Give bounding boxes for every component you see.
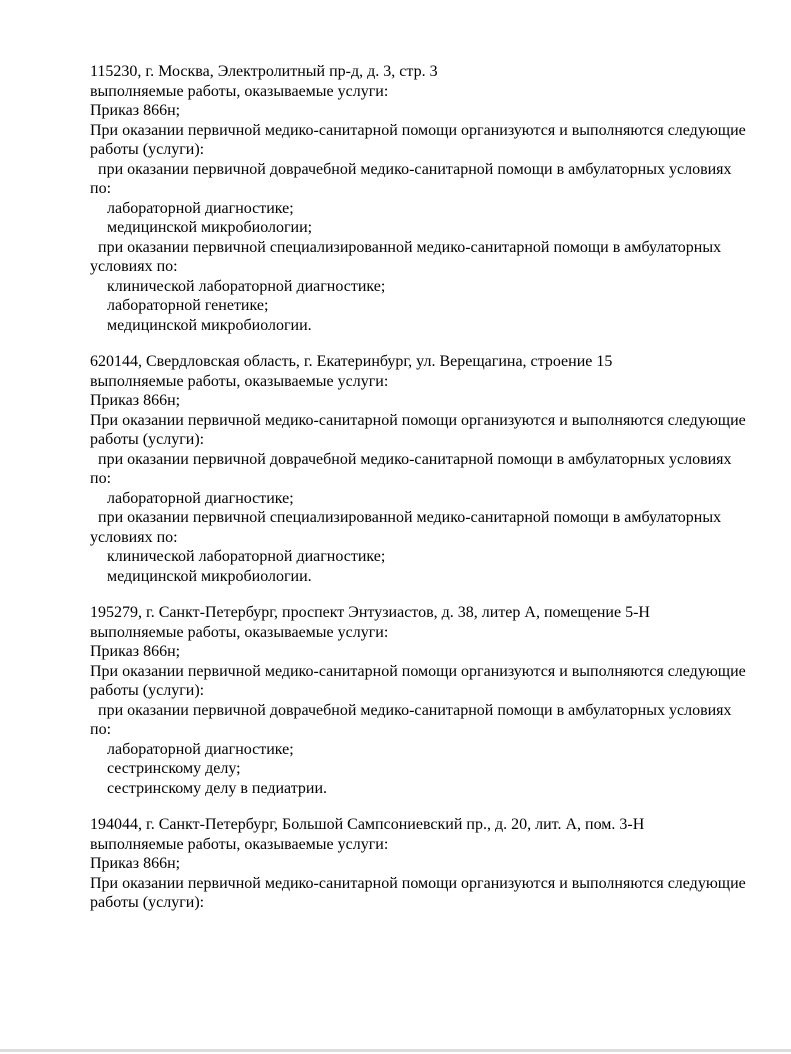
address-line: 195279, г. Санкт-Петербург, проспект Энтузиастов, д. 38, литер А, помещение 5-Н bbox=[90, 604, 650, 621]
text-line: условиях по: bbox=[90, 528, 178, 546]
document-body bbox=[90, 62, 770, 930]
address-line: 194044, г. Санкт-Петербург, Большой Сампсониевский пр., д. 20, лит. А, пом. 3-Н bbox=[90, 816, 645, 833]
text-line: по: bbox=[90, 470, 112, 487]
text-line: по: bbox=[90, 180, 112, 197]
text-line: выполняемые работы, оказываемые услуги: bbox=[90, 835, 389, 853]
text-line: При оказании первичной медико-санитарной помощи организуются и выполняются следующие bbox=[90, 121, 746, 139]
text-line: работы (услуги): bbox=[90, 431, 205, 448]
address-block bbox=[90, 815, 770, 913]
text-line: медицинской микробиологии. bbox=[107, 567, 312, 585]
text-line: выполняемые работы, оказываемые услуги: bbox=[90, 82, 389, 100]
text-line: при оказании первичной доврачебной медико-санитарной помощи в амбулаторных условиях bbox=[98, 450, 732, 468]
text-line: при оказании первичной доврачебной медико-санитарной помощи в амбулаторных условиях bbox=[98, 160, 732, 178]
text-line: лабораторной диагностике; bbox=[107, 489, 294, 507]
text-line: выполняемые работы, оказываемые услуги: bbox=[90, 623, 389, 641]
text-line: условиях по: bbox=[90, 258, 178, 275]
text-line: при оказании первичной специализированной медико-санитарной помощи в амбулаторных bbox=[98, 509, 722, 526]
address-line: 620144, Свердловская область, г. Екатеринбург, ул. Верещагина, строение 15 bbox=[90, 353, 613, 370]
text-line: При оказании первичной медико-санитарной помощи организуются и выполняются следующие bbox=[90, 411, 746, 429]
text-line: клинической лабораторной диагностике; bbox=[107, 277, 386, 295]
text-line: сестринскому делу; bbox=[107, 760, 241, 777]
text-line: по: bbox=[90, 721, 112, 738]
text-line: медицинской микробиологии. bbox=[107, 316, 312, 334]
text-line: лабораторной генетике; bbox=[107, 297, 269, 314]
text-line: медицинской микробиологии; bbox=[107, 219, 313, 236]
text-line: работы (услуги): bbox=[90, 894, 205, 911]
text-line: Приказ 866н; bbox=[90, 643, 181, 660]
text-line: лабораторной диагностике; bbox=[107, 740, 294, 758]
address-block bbox=[90, 62, 770, 335]
address-block bbox=[90, 603, 770, 798]
text-line: при оказании первичной специализированной медико-санитарной помощи в амбулаторных bbox=[98, 238, 722, 256]
text-line: клинической лабораторной диагностике; bbox=[107, 548, 386, 565]
text-line: Приказ 866н; bbox=[90, 855, 181, 872]
address-line: 115230, г. Москва, Электролитный пр-д, д. 3, стр. 3 bbox=[90, 63, 438, 80]
text-line: Приказ 866н; bbox=[90, 392, 181, 409]
text-line: Приказ 866н; bbox=[90, 102, 181, 119]
address-block bbox=[90, 352, 770, 586]
text-line: лабораторной диагностике; bbox=[107, 199, 294, 217]
text-line: При оказании первичной медико-санитарной помощи организуются и выполняются следующие bbox=[90, 874, 746, 892]
bottom-divider bbox=[0, 1049, 791, 1052]
text-line: выполняемые работы, оказываемые услуги: bbox=[90, 372, 389, 390]
text-line: работы (услуги): bbox=[90, 141, 205, 158]
text-line: При оказании первичной медико-санитарной помощи организуются и выполняются следующие bbox=[90, 662, 746, 680]
text-line: при оказании первичной доврачебной медико-санитарной помощи в амбулаторных условиях bbox=[98, 701, 732, 719]
text-line: сестринскому делу в педиатрии. bbox=[107, 779, 328, 797]
text-line: работы (услуги): bbox=[90, 682, 205, 699]
